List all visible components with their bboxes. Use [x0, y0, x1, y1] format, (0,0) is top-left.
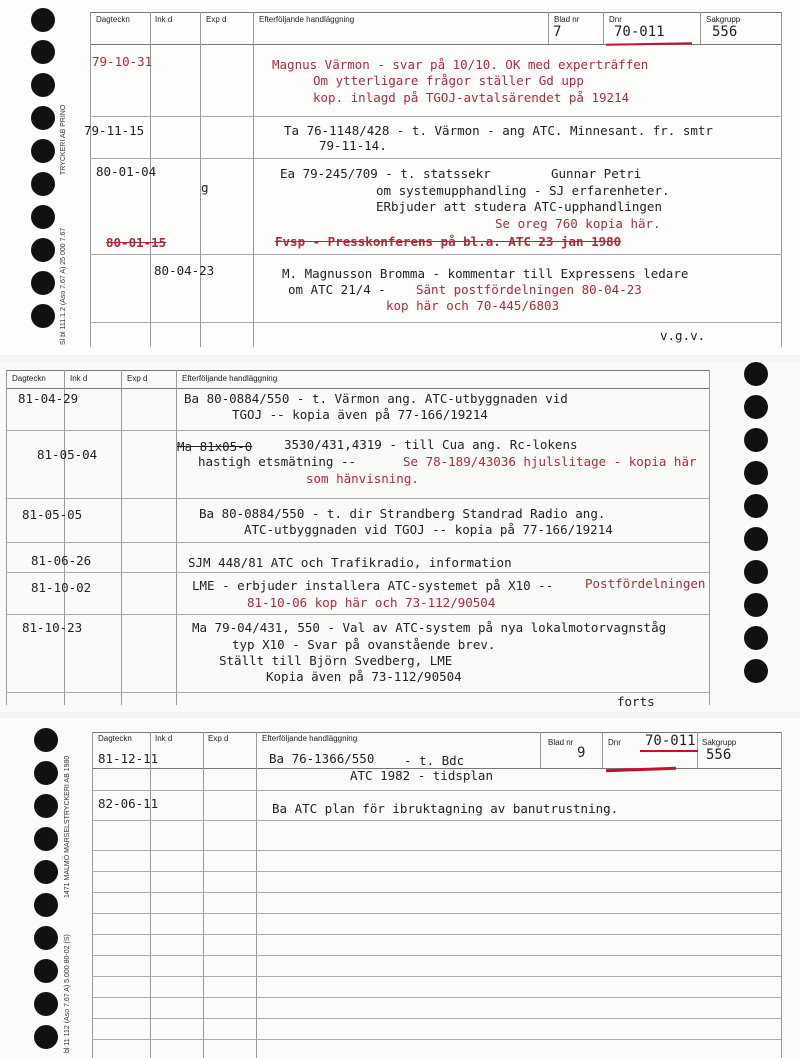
- rule: [781, 12, 782, 347]
- rule: [90, 254, 782, 255]
- printer-imprint: 1471 MALMÖ MARSELSTRYCKERI AB 1980: [64, 755, 71, 898]
- entry-text: ATC 1982 - tidsplan: [350, 768, 493, 783]
- rule: [176, 370, 177, 705]
- entry-date: 81-04-29: [18, 391, 79, 406]
- rule: [700, 12, 701, 44]
- entry-text: Sänt postfördelningen 80-04-23: [416, 282, 642, 297]
- rule: [6, 692, 709, 693]
- rule: [253, 12, 254, 347]
- entry-text: typ X10 - Svar på ovanstående brev.: [232, 637, 496, 652]
- punch-hole: [34, 893, 58, 917]
- rule: [781, 732, 782, 1058]
- entry-text: Ba 80-0884/550 - t. Värmon ang. ATC-utbyggnaden vid: [184, 391, 568, 406]
- header-blad-nr: Blad nr: [554, 15, 580, 24]
- entry-text: M. Magnusson Bromma - kommentar till Expressens ledare: [282, 266, 689, 281]
- entry-ink: g: [201, 180, 209, 195]
- rule: [203, 732, 204, 1058]
- header-blad-nr: Blad nr: [548, 738, 574, 747]
- entry-date: 79-10-31: [92, 54, 153, 69]
- sakgrupp-number: 556: [712, 24, 738, 40]
- punch-hole: [31, 238, 55, 262]
- rule: [92, 790, 781, 791]
- header-dnr: Dnr: [608, 738, 621, 747]
- entry-text: Fvsp - Presskonferens på bl.a. ATC 23 jan 1980: [275, 234, 622, 249]
- rule: [92, 732, 93, 1058]
- entry-text: kop här och 70-445/6803: [386, 298, 560, 313]
- header-ink-d: Ink d: [155, 734, 173, 743]
- entry-text: Ba ATC plan för ibruktagning av banutrustning.: [272, 801, 619, 816]
- sakgrupp-number: 556: [706, 747, 732, 763]
- rule: [92, 997, 781, 998]
- entry-date: 81-10-23: [22, 620, 83, 635]
- header-efterfoljande: Efterföljande handläggning: [182, 374, 278, 383]
- header-efterfoljande: Efterföljande handläggning: [259, 15, 355, 24]
- rule: [150, 732, 151, 1058]
- entry-text: 81-10-06 kop här och 73-112/90504: [247, 595, 496, 610]
- header-efterfoljande: Efterföljande handläggning: [262, 734, 358, 743]
- punch-hole: [744, 461, 768, 485]
- punch-hole: [31, 139, 55, 163]
- entry-date: 80-04-23: [154, 263, 215, 278]
- rule: [92, 934, 781, 935]
- punch-hole: [744, 626, 768, 650]
- entry-text: Ba 80-0884/550 - t. dir Strandberg Standrad Radio ang.: [199, 506, 606, 521]
- entry-text: 79-11-14.: [319, 138, 387, 153]
- entry-text: Gunnar Petri: [551, 166, 642, 181]
- header-exp-d: Exp d: [127, 374, 148, 383]
- header-ink-d: Ink d: [70, 374, 88, 383]
- rule: [548, 12, 549, 44]
- entry-text: som hänvisning.: [306, 471, 419, 486]
- header-dnr: Dnr: [609, 15, 622, 24]
- punch-hole: [744, 362, 768, 386]
- punch-hole: [744, 527, 768, 551]
- rule: [6, 498, 709, 499]
- rule: [90, 12, 91, 347]
- entry-text: Ställt till Björn Svedberg, LME: [219, 653, 453, 668]
- rule: [602, 732, 603, 768]
- rule: [90, 12, 782, 13]
- header-ink-d: Ink d: [155, 15, 173, 24]
- entry-date: 81-05-04: [37, 447, 98, 462]
- header-exp-d: Exp d: [208, 734, 229, 743]
- entry-text: Ta 76-1148/428 - t. Värmon - ang ATC. Minnesant. fr. smtr: [284, 123, 713, 138]
- entry-text: TGOJ -- kopia även på 77-166/19214: [232, 407, 488, 422]
- punch-hole: [31, 106, 55, 130]
- entry-date: 81-06-26: [31, 553, 92, 568]
- entry-text: ATC-utbyggnaden vid TGOJ -- kopia på 77-166/19214: [244, 522, 613, 537]
- punch-hole: [34, 761, 58, 785]
- form-code: Sl bl 111.1.2 (Aso 7.67 A) 25 000 7.67: [60, 227, 67, 345]
- rule: [92, 913, 781, 914]
- entry-text: Ea 79-245/709 - t. statssekr: [280, 166, 491, 181]
- rule: [92, 892, 781, 893]
- entry-text: Ma 81x05-0: [177, 439, 253, 454]
- rule: [92, 976, 781, 977]
- entry-text: kop. inlagd på TGOJ-avtalsärendet på 19214: [313, 90, 630, 105]
- entry-date: 81-12-11: [98, 751, 159, 766]
- entry-date: 81-10-02: [31, 580, 92, 595]
- entry-date: 80-01-04: [96, 164, 157, 179]
- entry-date: 82-06-11: [98, 796, 159, 811]
- punch-hole: [31, 304, 55, 328]
- punch-hole: [34, 1025, 58, 1049]
- printer-imprint: TRYCKERI AB PRINO: [60, 104, 67, 175]
- rule: [256, 732, 257, 1058]
- entry-text: Se 78-189/43036 hjulslitage - kopia här: [403, 454, 697, 469]
- form-code: bl 11 112 (Aso 7.67 A) 5.000 80-02 (S): [64, 934, 71, 1053]
- rule: [6, 542, 709, 543]
- entry-text: om systemupphandling - SJ erfarenheter.: [376, 183, 670, 198]
- punch-hole: [31, 8, 55, 32]
- header-dagteckn: Dagteckn: [96, 15, 130, 24]
- header-sakgrupp: Sakgrupp: [702, 738, 737, 747]
- rule: [6, 388, 709, 389]
- card-1: [0, 0, 800, 355]
- blad-number: 9: [577, 745, 586, 761]
- rule: [90, 322, 782, 323]
- punch-hole: [34, 860, 58, 884]
- rule: [6, 430, 709, 431]
- header-dagteckn: Dagteckn: [12, 374, 46, 383]
- punch-hole: [744, 593, 768, 617]
- entry-text: Ma 79-04/431, 550 - Val av ATC-system på nya lokalmotorvagnståg: [192, 620, 667, 635]
- footer-forts: forts: [617, 694, 655, 709]
- punch-hole: [31, 271, 55, 295]
- footer-vgv: v.g.v.: [660, 328, 706, 343]
- entry-text: SJM 448/81 ATC och Trafikradio, information: [188, 555, 512, 570]
- entry-text: Om ytterligare frågor ställer Gd upp: [313, 73, 584, 88]
- header-exp-d: Exp d: [206, 15, 227, 24]
- rule: [92, 955, 781, 956]
- punch-hole: [744, 494, 768, 518]
- rule: [6, 614, 709, 615]
- punch-hole: [34, 827, 58, 851]
- entry-text: Ba 76-1366/550: [269, 751, 375, 766]
- entry-text: Postfördelningen: [585, 576, 706, 591]
- punch-hole: [31, 172, 55, 196]
- punch-hole: [744, 428, 768, 452]
- punch-hole: [34, 794, 58, 818]
- rule: [92, 1018, 781, 1019]
- rule: [90, 158, 782, 159]
- rule: [6, 370, 709, 371]
- entry-text: hastigh etsmätning --: [198, 454, 357, 469]
- dnr-underline: [640, 750, 698, 752]
- entry-date: 79-11-15: [84, 123, 145, 138]
- entry-text: om ATC 21/4 -: [288, 282, 386, 297]
- rule: [121, 370, 122, 705]
- entry-text: Kopia även på 73-112/90504: [266, 669, 462, 684]
- punch-hole: [34, 992, 58, 1016]
- rule: [92, 871, 781, 872]
- rule: [6, 572, 709, 573]
- entry-text: 3530/431,4319 - till Cua ang. Rc-lokens: [284, 437, 578, 452]
- punch-hole: [744, 659, 768, 683]
- punch-hole: [34, 728, 58, 752]
- rule: [540, 732, 541, 768]
- dnr-number: 70-011: [614, 24, 665, 40]
- rule: [6, 370, 7, 705]
- header-dagteckn: Dagteckn: [98, 734, 132, 743]
- header-sakgrupp: Sakgrupp: [706, 15, 741, 24]
- rule: [90, 116, 782, 117]
- punch-hole: [34, 959, 58, 983]
- punch-hole: [34, 926, 58, 950]
- rule: [92, 820, 781, 821]
- entry-text: ERbjuder att studera ATC-upphandlingen: [376, 199, 662, 214]
- rule: [92, 850, 781, 851]
- dnr-number: 70-011: [645, 733, 696, 749]
- entry-text: Magnus Värmon - svar på 10/10. OK med experträffen: [272, 57, 649, 72]
- punch-hole: [744, 395, 768, 419]
- card-3: [0, 718, 800, 1058]
- rule: [709, 370, 710, 705]
- rule: [92, 1039, 781, 1040]
- punch-hole: [31, 40, 55, 64]
- entry-text: LME - erbjuder installera ATC-systemet på X10 --: [192, 578, 554, 593]
- punch-hole: [31, 73, 55, 97]
- rule: [64, 370, 65, 705]
- entry-text: Se oreg 760 kopia här.: [495, 216, 661, 231]
- entry-date: 81-05-05: [22, 507, 83, 522]
- entry-date: 80-01-15: [106, 235, 167, 250]
- punch-hole: [31, 205, 55, 229]
- punch-hole: [744, 560, 768, 584]
- dnr-underline: [606, 42, 692, 46]
- rule: [603, 12, 604, 44]
- blad-number: 7: [553, 24, 562, 40]
- entry-text: - t. Bdc: [404, 753, 465, 768]
- card-2: [0, 362, 800, 712]
